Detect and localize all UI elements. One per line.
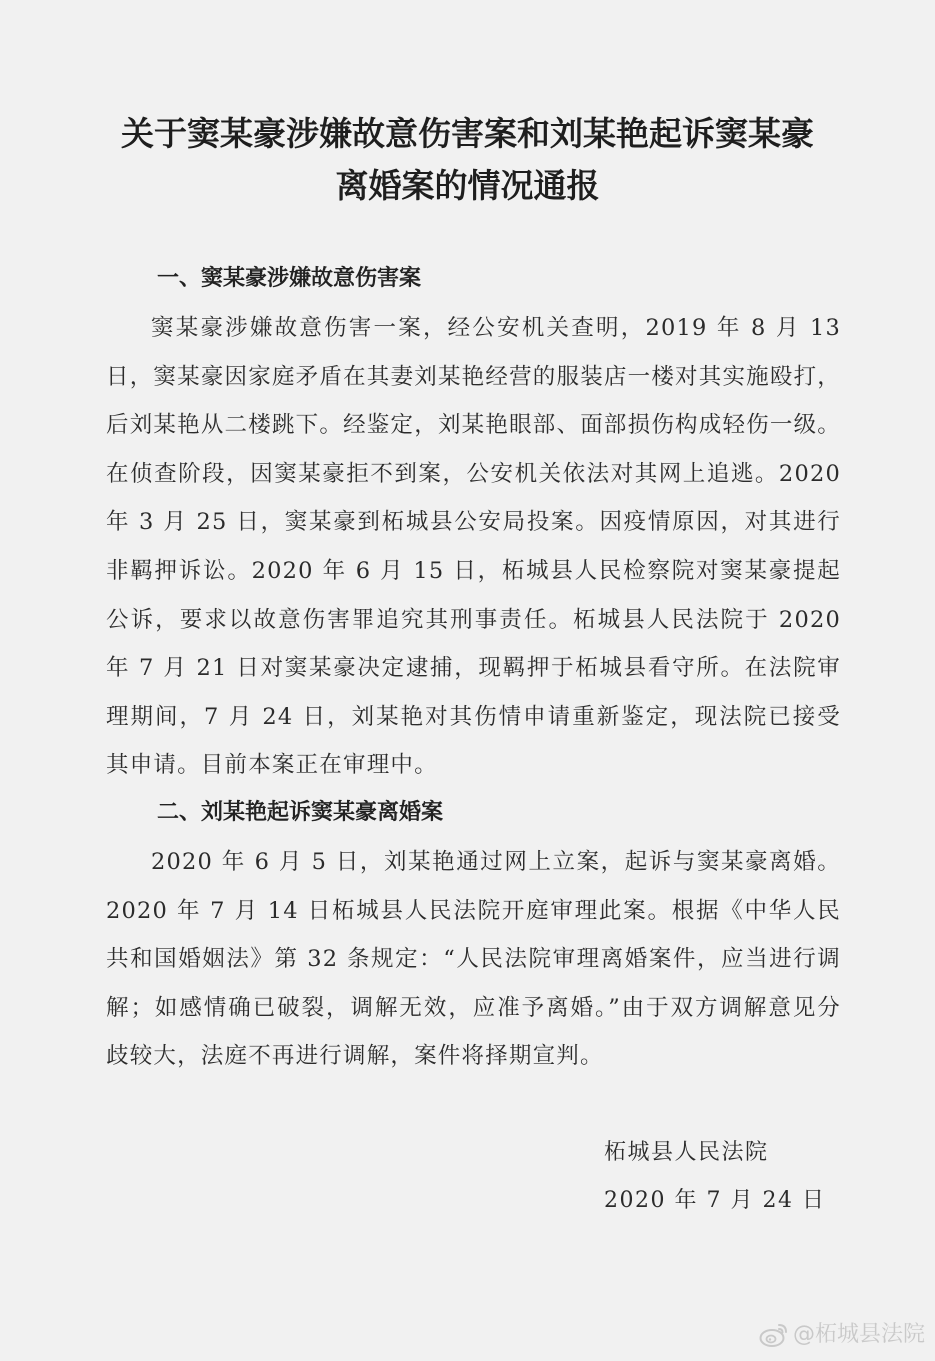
section-body-divorce-case: 2020 年 6 月 5 日，刘某艳通过网上立案，起诉与窦某豪离婚。2020 年 7 月 14 日柘城县人民法院开庭审理此案。根据《中华人民共和国婚姻法》第 32 条规定：“人民法院审理离婚案件，应当进行调解；如感情确已破裂，调解无效，应准予离婚。”由于双方调解意见分歧较大，法庭不再进行调解，案件将择期宣判。 <box>106 849 841 1070</box>
section-heading-divorce-case: 二、刘某艳起诉窦某豪离婚案 <box>157 800 444 825</box>
watermark-text: @柘城县法院 <box>792 1322 925 1347</box>
signature-organization: 柘城县人民法院 <box>604 1140 769 1165</box>
document-title <box>90 108 845 212</box>
section-heading-assault-case: 一、窦某豪涉嫌故意伤害案 <box>157 266 422 291</box>
weibo-icon <box>759 1322 789 1348</box>
signature-date: 2020 年 7 月 24 日 <box>604 1188 826 1213</box>
title-line-1: 关于窦某豪涉嫌故意伤害案和刘某艳起诉窦某豪 <box>121 114 814 153</box>
section-body-assault-case: 窦某豪涉嫌故意伤害一案，经公安机关查明，2019 年 8 月 13 日，窦某豪因家庭矛盾在其妻刘某艳经营的服装店一楼对其实施殴打，后刘某艳从二楼跳下。经鉴定，刘某艳眼部、面部损伤构成轻伤一级。在侦查阶段，因窦某豪拒不到案，公安机关依法对其网上追逃。2020 年 3 月 25 日，窦某豪到柘城县公安局投案。因疫情原因，对其进行非羁押诉讼。2020 年 6 月 15 日，柘城县人民检察院对窦某豪提起公诉，要求以故意伤害罪追究其刑事责任。柘城县人民法院于 2020 年 7 月 21 日对窦某豪决定逮捕，现羁押于柘城县看守所。在法院审理期间，7 月 24 日，刘某艳对其伤情申请重新鉴定，现法院已接受其申请。目前本案正在审理中。 <box>106 315 841 779</box>
watermark <box>759 1321 925 1349</box>
title-line-2: 离婚案的情况通报 <box>335 166 600 205</box>
